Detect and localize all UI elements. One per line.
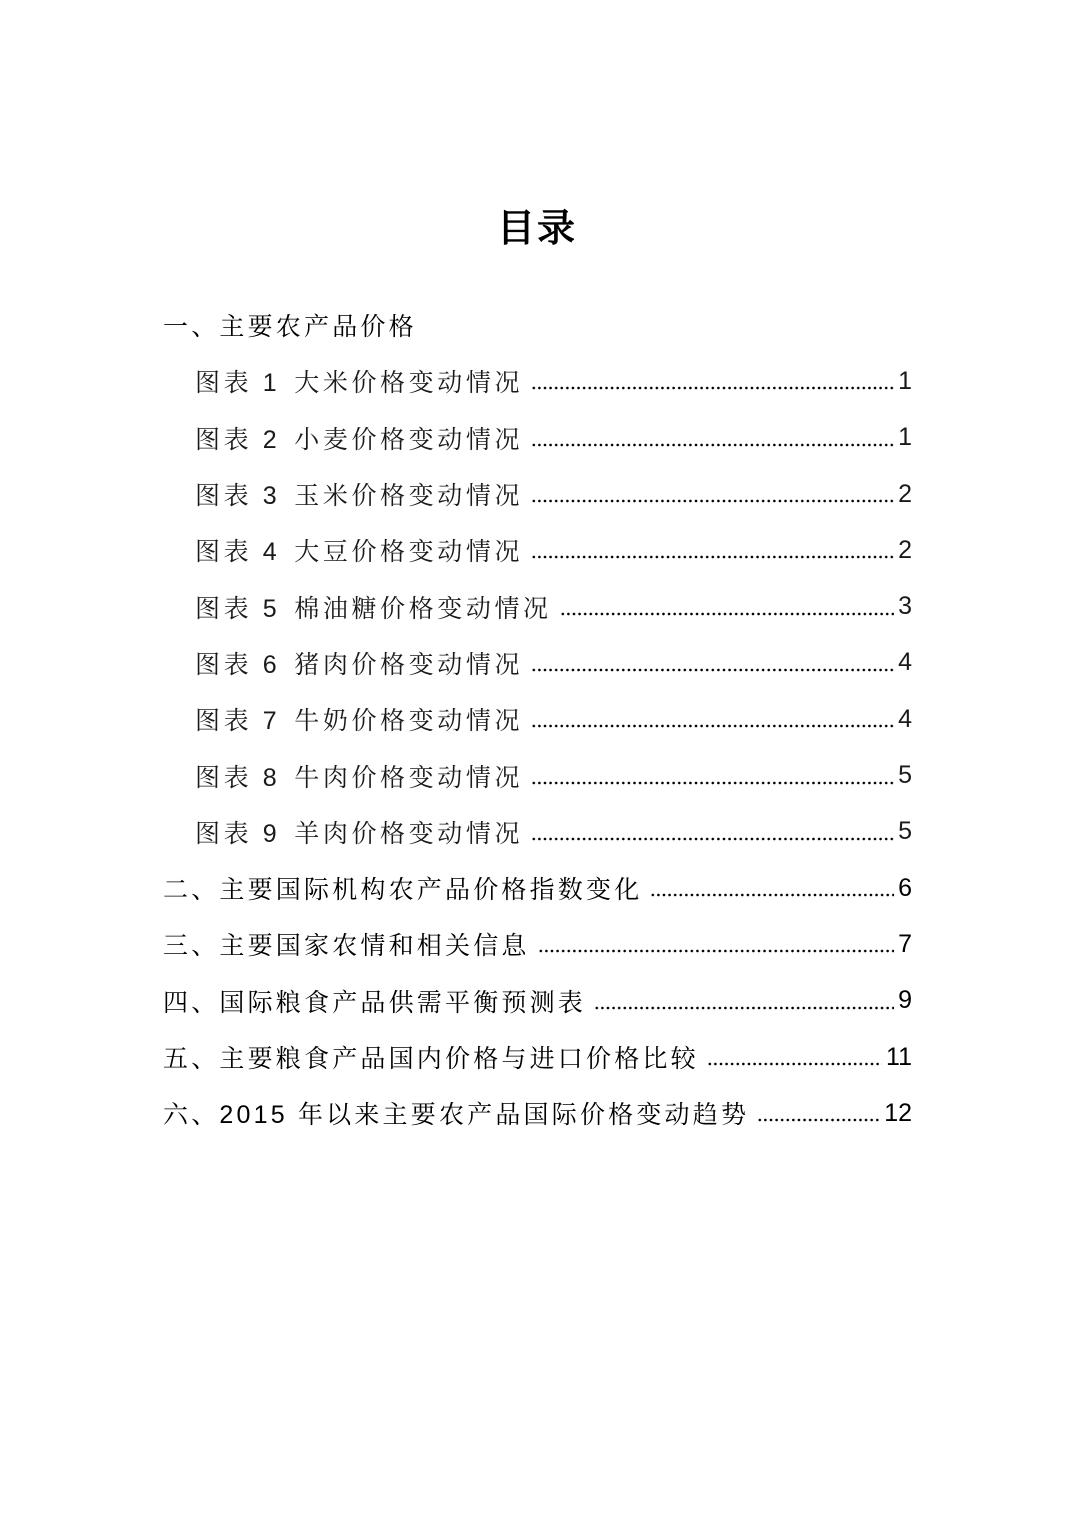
toc-figure-entry [163, 522, 912, 578]
dot-leader [531, 555, 894, 559]
dot-leader [594, 1006, 894, 1010]
toc-figure-number: 图表 5 [195, 594, 281, 623]
toc-figure-number: 图表 4 [195, 538, 281, 567]
toc-entry-label: 六、2015 年以来主要农产品国际价格变动趋势 [163, 1101, 750, 1130]
dot-leader [650, 893, 894, 897]
toc-figure-entry [163, 466, 912, 522]
toc-page-number: 5 [898, 761, 912, 790]
dot-leader [531, 837, 894, 841]
toc-page-number: 5 [898, 817, 912, 846]
toc-section-entry [163, 860, 912, 916]
toc-page-number: 4 [898, 648, 912, 677]
toc-title: 目录 [496, 205, 577, 250]
toc-section-entry [163, 1085, 912, 1141]
toc-figure-number: 图表 3 [195, 482, 281, 511]
toc-page-number: 6 [898, 873, 912, 902]
toc-page-number: 12 [884, 1098, 912, 1127]
toc-entry-label: 一、主要农产品价格 [163, 313, 417, 342]
toc-entry-label: 大米价格变动情况 [294, 369, 524, 398]
toc-entry-label: 五、主要粮食产品国内价格与进口价格比较 [163, 1045, 699, 1073]
toc-figure-number: 图表 8 [195, 763, 281, 792]
toc-page-number: 2 [898, 535, 912, 564]
toc-section-entry [163, 916, 912, 972]
dot-leader [531, 443, 894, 447]
toc-page-number: 7 [898, 929, 912, 958]
dot-leader [560, 612, 894, 616]
toc-figure-number: 图表 1 [195, 369, 281, 398]
dot-leader [538, 949, 894, 953]
toc-entry-label: 羊肉价格变动情况 [294, 819, 524, 848]
toc-page-number: 1 [898, 366, 912, 395]
toc-page-number: 4 [898, 704, 912, 733]
toc-entry-label: 三、主要国家农情和相关信息 [163, 932, 530, 961]
dot-leader [531, 781, 894, 785]
dot-leader [531, 499, 894, 503]
toc-entry-label: 四、国际粮食产品供需平衡预测表 [163, 988, 587, 1017]
dot-leader [757, 1118, 880, 1122]
toc-figure-entry [163, 691, 912, 747]
toc-figure-entry [163, 410, 912, 466]
toc-entry-label: 玉米价格变动情况 [294, 482, 524, 511]
toc-section-entry [163, 973, 912, 1029]
toc-page-number: 3 [898, 592, 912, 621]
toc-page-number: 9 [898, 986, 912, 1015]
toc-page-number: 1 [898, 423, 912, 452]
toc-figure-entry [163, 747, 912, 803]
toc-entry-label: 牛肉价格变动情况 [294, 763, 524, 792]
toc-entry-label: 棉油糖价格变动情况 [294, 594, 552, 623]
dot-leader [707, 1062, 882, 1066]
toc-page-number: 11 [886, 1042, 912, 1071]
toc-entry-label: 猪肉价格变动情况 [294, 650, 524, 679]
toc-figure-number: 图表 9 [195, 819, 281, 848]
toc-entry-label: 牛奶价格变动情况 [294, 707, 524, 736]
toc-page-number: 2 [898, 479, 912, 508]
toc-entry-label: 二、主要国际机构农产品价格指数变化 [163, 876, 643, 905]
toc-entry-label: 小麦价格变动情况 [294, 425, 524, 454]
toc-section-entry [163, 297, 912, 353]
toc-figure-entry [163, 635, 912, 691]
dot-leader [531, 724, 894, 728]
toc-figure-entry [163, 578, 912, 634]
dot-leader [531, 668, 894, 672]
toc-figure-number: 图表 7 [195, 707, 281, 736]
toc-figure-number: 图表 6 [195, 650, 281, 679]
toc-figure-entry [163, 804, 912, 860]
table-of-contents [163, 297, 912, 1141]
toc-section-entry [163, 1029, 912, 1085]
toc-figure-entry [163, 353, 912, 409]
dot-leader [531, 386, 894, 390]
toc-figure-number: 图表 2 [195, 425, 281, 454]
toc-entry-label: 大豆价格变动情况 [294, 538, 524, 567]
